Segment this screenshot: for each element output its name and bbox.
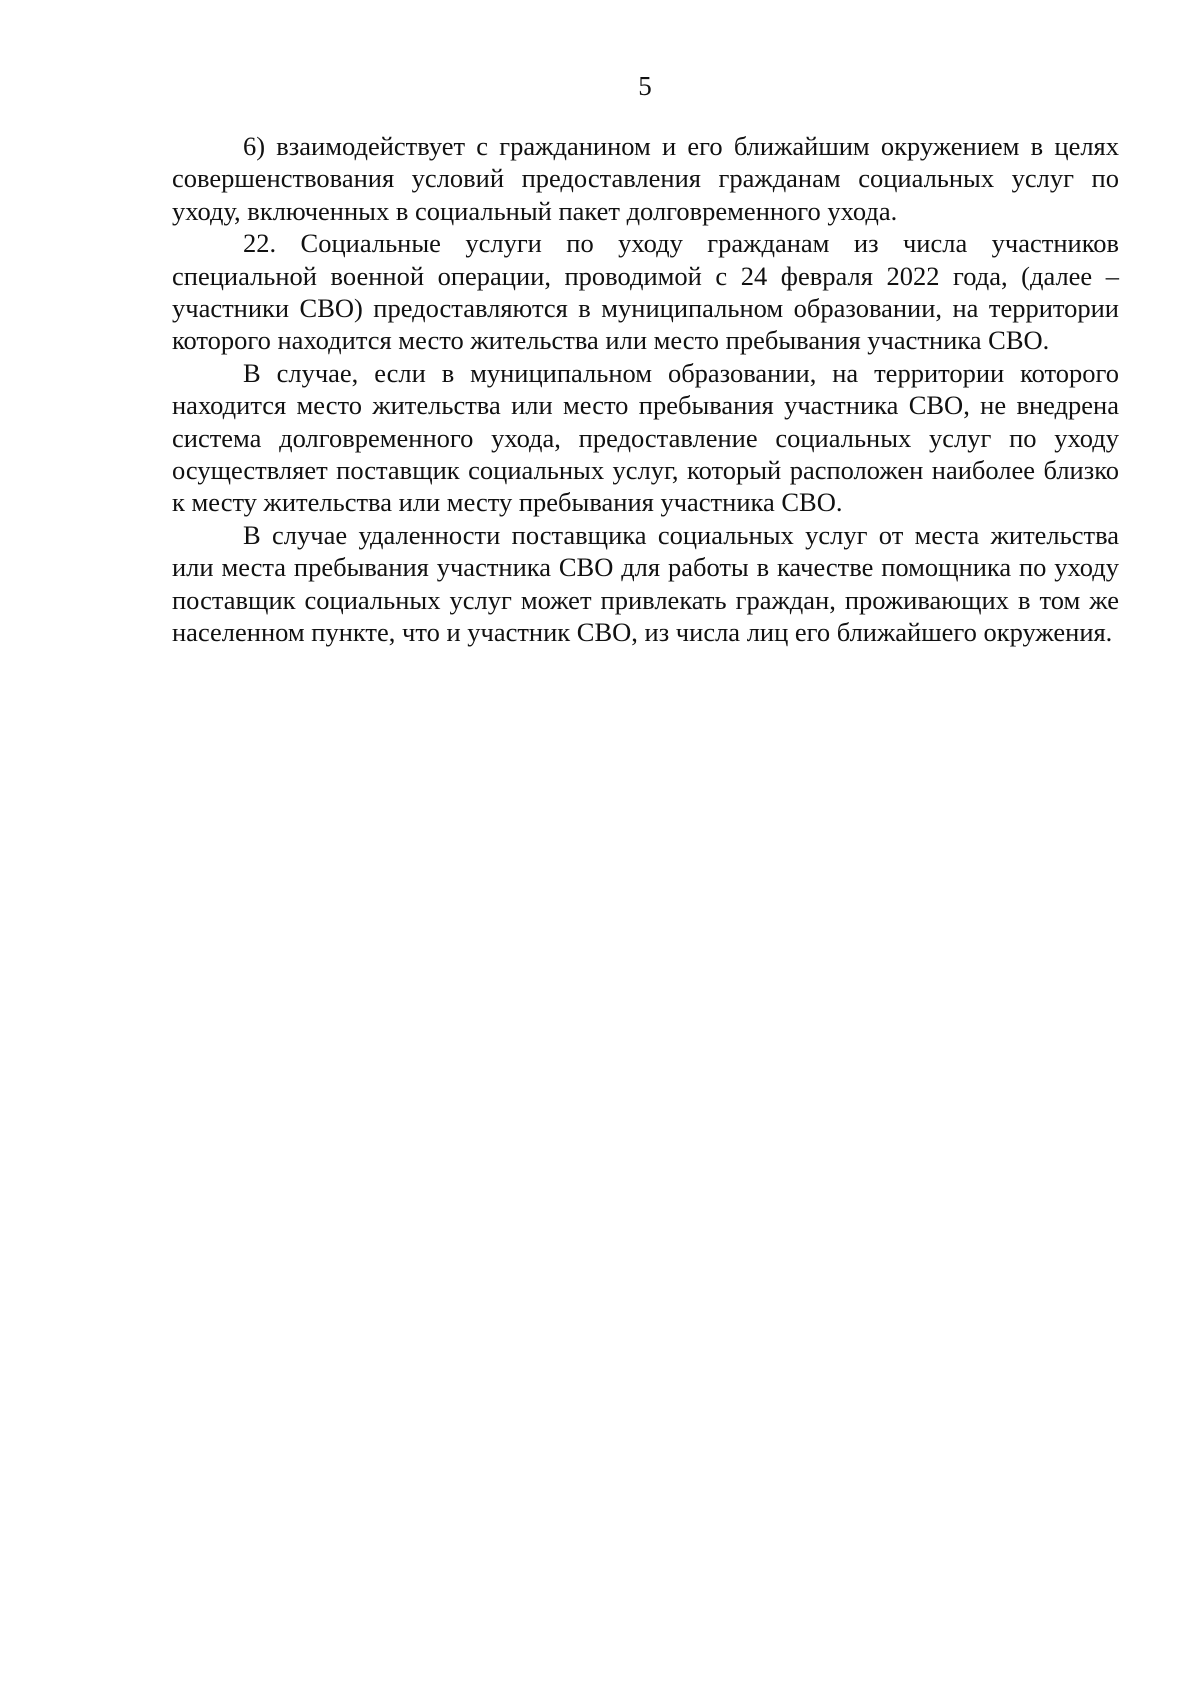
paragraph-22: 22. Социальные услуги по уходу гражданам из числа участников специальной военной операции, проводимой с 24 февраля 2022 года, (далее – участники СВО) предоставляются в муниципальном образовании, на территории которого находится место жительства или место пребывания участника СВО. bbox=[172, 228, 1119, 356]
document-body bbox=[172, 130, 1119, 649]
paragraph-item-6: 6) взаимодействует с гражданином и его ближайшим окружением в целях совершенствования условий предоставления гражданам социальных услуг по уходу, включенных в социальный пакет долговременного ухода. bbox=[172, 131, 1119, 226]
paragraph-remoteness-case: В случае удаленности поставщика социальных услуг от места жительства или места пребывания участника СВО для работы в качестве помощника по уходу поставщик социальных услуг может привлекать граждан, проживающих в том же населенном пункте, что и участник СВО, из числа лиц его ближайшего окружения. bbox=[172, 519, 1119, 648]
page-number: 5 bbox=[638, 71, 652, 101]
paragraph-no-system-case: В случае, если в муниципальном образовании, на территории которого находится место жительства или место пребывания участника СВО, не внедрена система долговременного ухода, предоставление социальных услуг по уходу осуществляет поставщик социальных услуг, который расположен наиболее близко к месту жительства или месту пребывания участника СВО. bbox=[172, 357, 1119, 518]
